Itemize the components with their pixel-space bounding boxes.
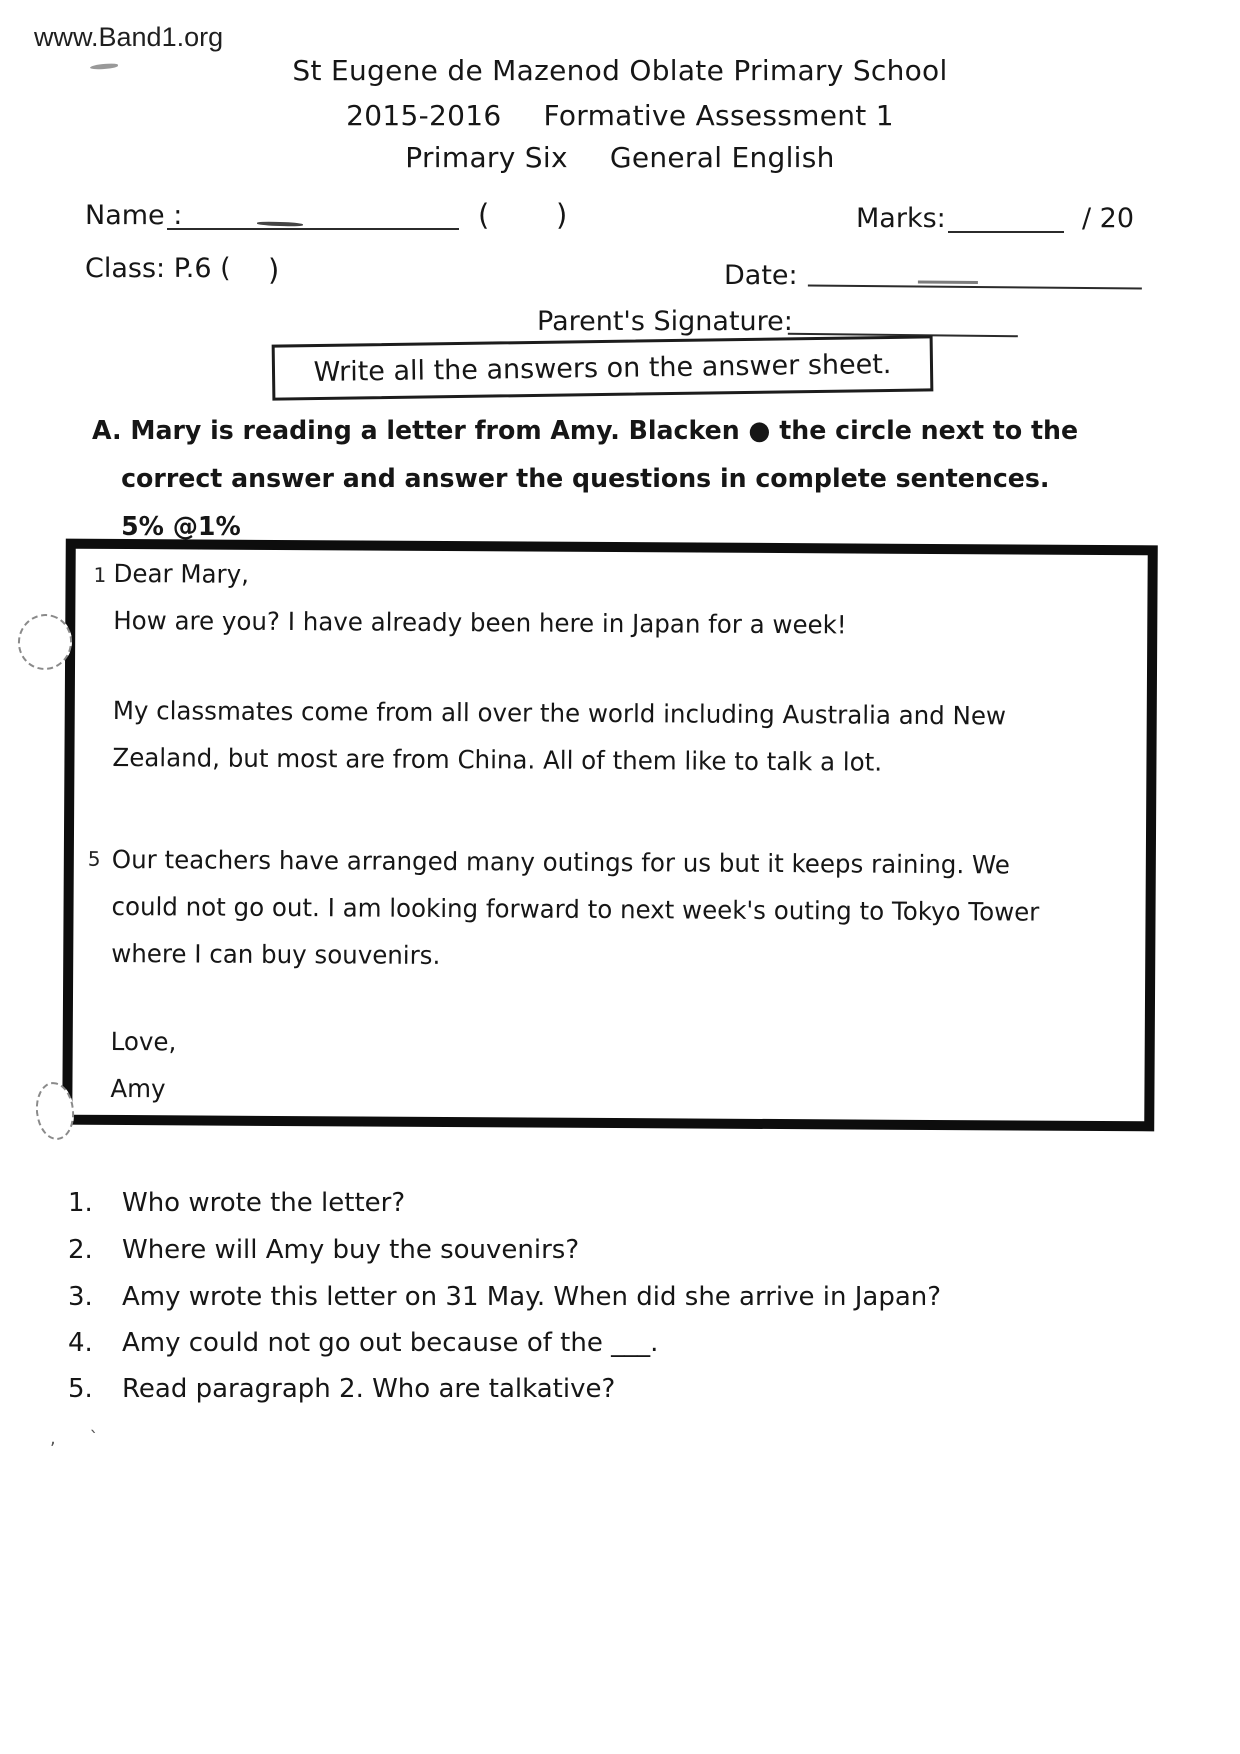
question-text: Read paragraph 2. Who are talkative? (122, 1374, 616, 1404)
question-row (68, 1328, 658, 1358)
letter-signature: Amy (110, 1073, 166, 1104)
question-number: 5. (68, 1374, 93, 1404)
name-field-line (167, 198, 459, 230)
section-a-line1: A. Mary is reading a letter from Amy. Blacken ● the circle next to the (92, 416, 1079, 446)
name-label: Name : (85, 200, 183, 231)
scan-stray-mark: , ` (50, 1428, 113, 1449)
question-number: 4. (68, 1328, 93, 1358)
marks-label: Marks: (856, 203, 946, 234)
subject: General English (609, 141, 835, 174)
letter-paragraph2-line1: My classmates come from all over the world including Australia and New (112, 695, 1007, 731)
letter-paragraph3-line3: where I can buy souvenirs. (111, 938, 441, 970)
letter-paragraph3-line1: Our teachers have arranged many outings for us but it keeps raining. We (111, 844, 1010, 880)
school-year: 2015-2016 (346, 99, 502, 132)
letter-paragraph2-line2: Zealand, but most are from China. All of them like to talk a lot. (112, 742, 883, 777)
question-number: 2. (68, 1235, 93, 1265)
level-subject (0, 141, 1240, 174)
level: Primary Six (405, 141, 568, 174)
question-row (68, 1235, 579, 1265)
line-number-1: 1 (93, 562, 107, 587)
question-text: Amy could not go out because of the ___. (122, 1328, 659, 1358)
signature-label: Parent's Signature: (537, 306, 793, 337)
question-number: 1. (68, 1188, 93, 1218)
class-paren-close: ) (268, 253, 280, 287)
watermark-url: www.Band1.org (34, 22, 224, 52)
marks-field-line (948, 201, 1064, 233)
school-name: St Eugene de Mazenod Oblate Primary School (292, 54, 948, 87)
name-paren-close: ) (556, 198, 568, 232)
section-a-instructions (92, 407, 1078, 551)
question-text: Amy wrote this letter on 31 May. When did she arrive in Japan? (122, 1282, 942, 1312)
question-row (68, 1374, 615, 1404)
instruction-text: Write all the answers on the answer sheet. (313, 348, 892, 388)
class-label: Class: P.6 ( (85, 253, 231, 284)
question-text: Who wrote the letter? (122, 1188, 406, 1218)
date-field-line (808, 255, 1142, 290)
question-number: 3. (68, 1282, 93, 1312)
section-a-line3: 5% @1% (121, 512, 241, 542)
question-row (68, 1282, 941, 1312)
date-label: Date: (724, 260, 798, 291)
letter-paragraph3-line2: could not go out. I am looking forward to next week's outing to Tokyo Tower (111, 891, 1040, 927)
signature-field-line (788, 303, 1018, 337)
instruction-box (272, 335, 934, 400)
scan-artifact (918, 281, 978, 285)
letter-closing: Love, (110, 1026, 177, 1057)
assessment-title (0, 99, 1240, 132)
line-number-5: 5 (87, 846, 101, 871)
assessment-name: Formative Assessment 1 (543, 99, 894, 132)
marks-total: / 20 (1082, 203, 1135, 234)
scan-artifact (257, 221, 303, 227)
letter-salutation: Dear Mary, (113, 558, 250, 589)
name-paren-open: ( (478, 198, 490, 232)
question-row (68, 1188, 405, 1218)
letter-paragraph1-line1: How are you? I have already been here in Japan for a week! (113, 605, 847, 640)
section-a-line2: correct answer and answer the questions in complete sentences. (121, 464, 1050, 494)
question-text: Where will Amy buy the souvenirs? (122, 1235, 580, 1265)
letter-box (62, 539, 1158, 1132)
